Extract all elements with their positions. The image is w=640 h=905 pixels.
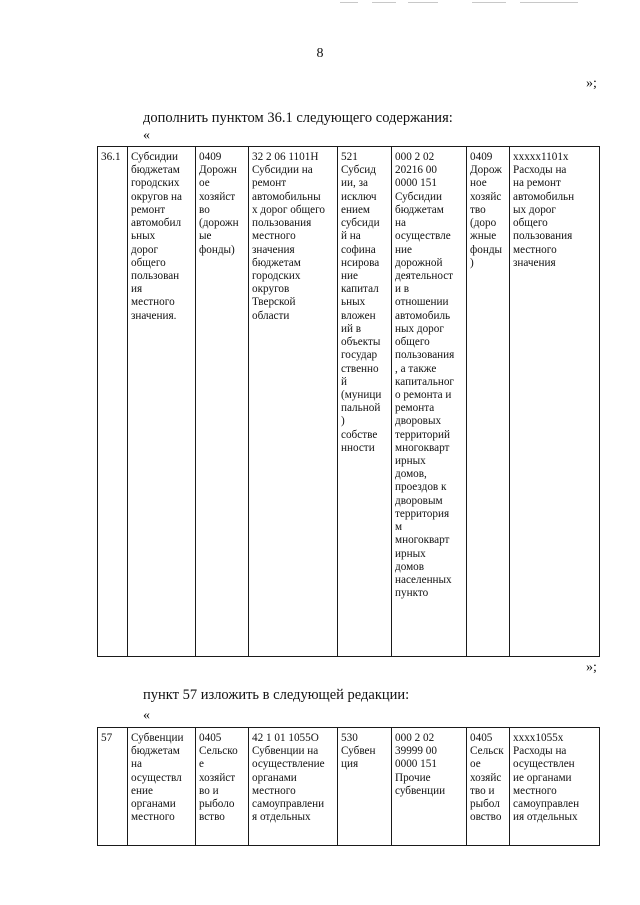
subsection-code: 0409 Дорож ное хозяйс тво (доро жные фонды ) — [470, 151, 503, 269]
expense-type: 521 Субсид ии, за исключ ением субсиди й на софина нсирова ние капитал ьных вложен ий в объекты государ ственно й (муници пальной ) собстве нности — [341, 151, 382, 454]
amendment-table-1 — [97, 146, 600, 657]
subsection-cell — [467, 728, 510, 846]
intro-text-1: дополнить пунктом 36.1 следующего содержания: — [143, 110, 453, 126]
target-article: 42 1 01 1055О Субвенции на осуществление органами местного самоуправлени я отдельных — [252, 732, 325, 824]
revenue-code: 000 2 02 39999 00 0000 151 Прочие субвенции — [395, 732, 446, 797]
name-cell — [128, 728, 196, 846]
page-number: 8 — [316, 46, 324, 61]
section-code: 0409 Дорожн ое хозяйст во (дорожн ые фонды) — [199, 151, 239, 256]
municipal-expense: xxxxx1101x Расходы на на ремонт автомобильн ых дорог общего пользования местного значения — [513, 151, 575, 269]
scan-artifact-line — [520, 2, 578, 3]
target-article-cell — [249, 147, 338, 657]
expense-type-cell — [338, 147, 392, 657]
open-quote-2: « — [143, 708, 150, 723]
scan-artifact-line — [340, 2, 358, 3]
municipal-expense: xxxx1055x Расходы на осуществлен ие органами местного самоуправлен ия отдельных — [513, 732, 580, 824]
municipal-expense-cell — [510, 147, 600, 657]
section-code-cell — [196, 728, 249, 846]
municipal-expense-cell — [510, 728, 600, 846]
expense-type: 530 Субвен ция — [341, 732, 376, 771]
item-number: 57 — [101, 732, 113, 744]
scan-artifact-line — [408, 2, 438, 3]
open-quote-1: « — [143, 128, 150, 143]
item-name: Субсидии бюджетам городских округов на ремонт автомобил ьных дорог общего пользован ия местного значения. — [131, 151, 183, 322]
subsection-code: 0405 Сельск ое хозяйс тво и рыбол овство — [470, 732, 504, 824]
item-number-cell — [98, 147, 128, 657]
item-name: Субвенции бюджетам на осуществл ение органами местного — [131, 732, 184, 824]
intro-text-2: пункт 57 изложить в следующей редакции: — [143, 687, 410, 703]
target-article-cell — [249, 728, 338, 846]
section-code-cell — [196, 147, 249, 657]
amendment-table-2 — [97, 727, 600, 846]
closing-quote-1: »; — [586, 660, 597, 675]
subsection-cell — [467, 147, 510, 657]
item-number-cell — [98, 728, 128, 846]
revenue-code-cell — [392, 147, 467, 657]
section-code: 0405 Сельско е хозяйст во и рыболо вство — [199, 732, 238, 824]
item-number: 36.1 — [101, 151, 121, 163]
table-row — [98, 147, 600, 657]
revenue-code-cell — [392, 728, 467, 846]
scan-artifact-line — [372, 2, 396, 3]
target-article: 32 2 06 1101Н Субсидии на ремонт автомобильны х дорог общего пользования местного значения бюджетам городских округов Тверской области — [252, 151, 326, 322]
scan-artifact-line — [472, 2, 506, 3]
table-row — [98, 728, 600, 846]
closing-quote-top: »; — [586, 76, 597, 91]
name-cell — [128, 147, 196, 657]
revenue-code: 000 2 02 20216 00 0000 151 Субсидии бюджетам на осуществле ние дорожной деятельност и в отношении автомобиль ных дорог общего пользования , а также капитальног о ремонта и ремонта дворовых территорий многокварт ирных домов, проездов к дворовым территория м многокварт ирных домов населенных пункто — [395, 151, 455, 600]
expense-type-cell — [338, 728, 392, 846]
